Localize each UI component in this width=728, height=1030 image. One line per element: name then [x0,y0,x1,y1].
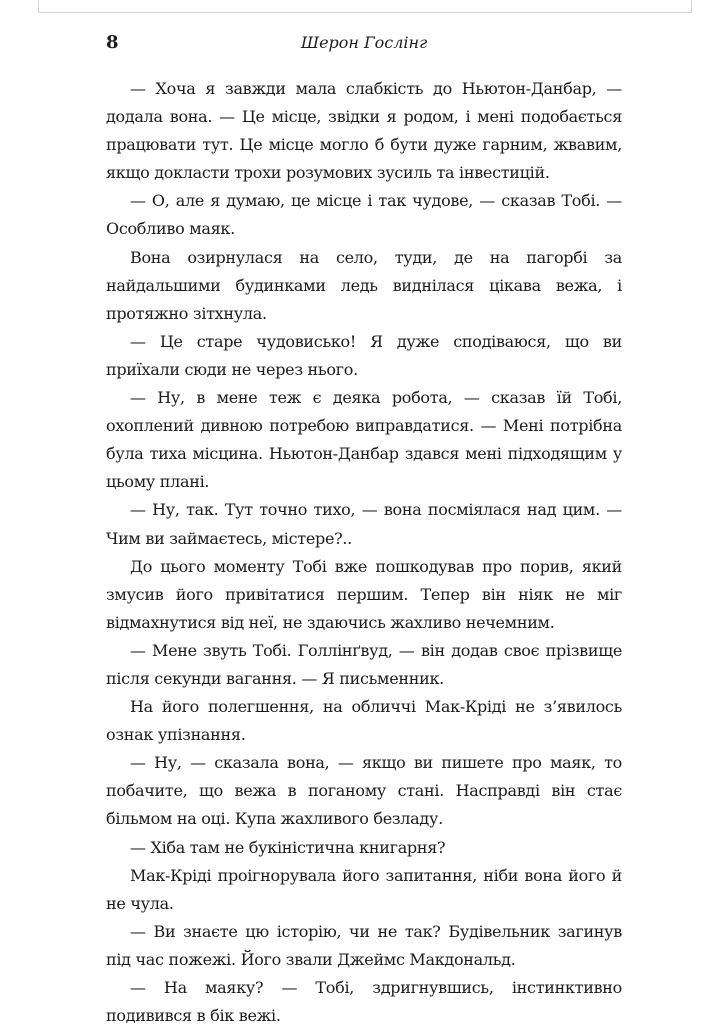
paragraph: — На маяку? — Тобі, здригнувшись, інстинктивно подивився в бік вежі. [106,978,622,1026]
paragraph: — Ну, так. Тут точно тихо, — вона посміялася над цим. — Чим ви займаєтесь, містере?.. [106,500,622,548]
paragraph: — Мене звуть Тобі. Голлінґвуд, — він додав своє прізвище після секунди вагання. — Я письменник. [106,640,622,688]
page-number: 8 [106,32,119,53]
paragraph: — О, але я думаю, це місце і так чудове, — сказав Тобі. — Особливо маяк. [106,191,622,239]
paragraph: — Хіба там не букіністична книгарня? [130,837,446,857]
paragraph: — Ну, в мене теж є деяка робота, — сказав їй Тобі, охоплений дивною потребою виправдатися. — Мені потрібна була тиха місцина. Ньютон-Данбар здався мені підходящим у цьому плані. [106,388,622,492]
paragraph: — Ну, — сказала вона, — якщо ви пишете про маяк, то побачите, що вежа в поганому стані. Насправді він стає більмом на оці. Купа жахливого безладу. [106,753,622,829]
running-head-author: Шерон Гослінг [300,33,428,52]
paragraph: — Це старе чудовисько! Я дуже сподіваюся, що ви приїхали сюди не через нього. [106,331,622,379]
paragraph: Вона озирнулася на село, туди, де на пагорбі за найдальшими будинками ледь виднілася цікава вежа, і протяжно зітхнула. [106,247,622,323]
paragraph: До цього моменту Тобі вже пошкодував про порив, який змусив його привітатися першим. Тепер він ніяк не міг відмахнутися від неї, не здаючись жахливо нечемним. [106,556,622,632]
page-header [106,31,622,55]
paragraph: На його полегшення, на обличчі Мак-Кріді не з’явилось ознак упізнання. [106,697,622,745]
page-top-edge [38,0,692,13]
paragraph: — Хоча я завжди мала слабкість до Ньютон-Данбар, — додала вона. — Це місце, звідки я родом, і мені подобається працювати тут. Це місце могло б бути дуже гарним, жвавим, якщо докласти трохи розумових зусиль та інвестицій. [106,79,622,183]
paragraph: Мак-Кріді проігнорувала його запитання, ніби вона його й не чула. [106,865,622,913]
paragraph: — Ви знаєте цю історію, чи не так? Будівельник загинув під час пожежі. Його звали Джеймс Макдональд. [106,921,622,969]
body-text [106,75,622,1030]
